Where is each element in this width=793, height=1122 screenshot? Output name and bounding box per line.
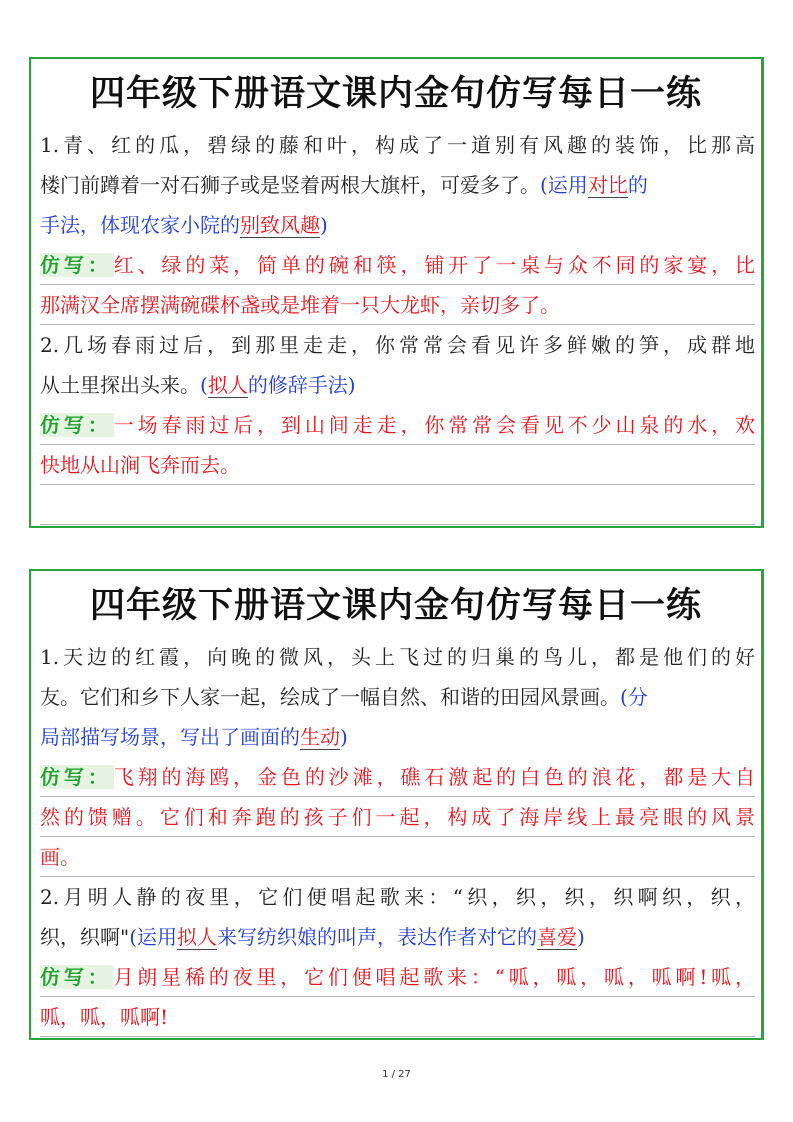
technique-note: ) <box>320 213 328 237</box>
technique-note: (运用 <box>540 173 588 197</box>
card-body <box>31 637 761 1037</box>
sentence-line <box>40 637 755 677</box>
imitation-text: 红、绿的菜，简单的碗和筷，铺开了一桌与众不同的家宴，比 <box>113 253 755 277</box>
model-sentence: 青、红的瓜，碧绿的藤和叶，构成了一道别有风趣的装饰，比那高 <box>59 133 755 157</box>
model-sentence: 几场春雨过后，到那里走走，你常常会看见许多鲜嫩的笋，成群地 <box>59 333 755 357</box>
model-sentence: 从土里探出头来。 <box>40 373 200 397</box>
card-title: 四年级下册语文课内金句仿写每日一练 <box>89 586 702 626</box>
imitation-text: 月朗星稀的夜里，它们便唱起歌来：“呱，呱，呱，呱啊!呱， <box>113 965 755 989</box>
imitation-text: 快地从山涧飞奔而去。 <box>40 453 240 477</box>
model-sentence: 织，织啊" <box>40 925 130 949</box>
imitation-text: 呱，呱，呱啊! <box>40 1005 169 1029</box>
imitation-text: 飞翔的海鸥，金色的沙滩，礁石激起的白色的浪花，都是大自 <box>113 765 755 789</box>
imitation-tag: 仿写： <box>40 253 112 277</box>
imitation-line <box>40 757 755 797</box>
blank-writing-line <box>40 485 755 525</box>
imitation-line <box>40 445 755 485</box>
technique-note: 手法，体现农家小院的 <box>40 213 240 237</box>
exercise-card-1 <box>29 57 764 528</box>
imitation-tag: 仿写： <box>40 965 112 989</box>
item-number: 1. <box>40 133 60 157</box>
imitation-line <box>40 797 755 837</box>
imitation-line <box>40 837 755 877</box>
technique-keyword: 拟人 <box>207 373 248 397</box>
sentence-line <box>40 717 755 757</box>
model-sentence: 月明人静的夜里，它们便唱起歌来：“织，织，织，织啊织，织， <box>59 885 755 909</box>
card-body <box>31 125 761 525</box>
imitation-line <box>40 285 755 325</box>
technique-note: ) <box>577 925 585 949</box>
imitation-text: 那满汉全席摆满碗碟杯盏或是堆着一只大龙虾，亲切多了。 <box>40 293 560 317</box>
imitation-tag: 仿写： <box>40 765 112 789</box>
sentence-line <box>40 877 755 917</box>
sentence-line <box>40 677 755 717</box>
technique-note: 局部描写场景，写出了画面的 <box>40 725 300 749</box>
imitation-line <box>40 957 755 997</box>
imitation-line <box>40 405 755 445</box>
technique-keyword: 对比 <box>587 173 628 197</box>
technique-keyword: 生动 <box>300 725 340 749</box>
imitation-text: 画。 <box>40 845 80 869</box>
page-number: 1 / 27 <box>382 1069 411 1080</box>
technique-note: (运用 <box>129 925 178 949</box>
model-sentence: 友。它们和乡下人家一起，绘成了一幅自然、和谐的田园风景画。 <box>40 685 620 709</box>
exercise-card-2 <box>29 569 764 1040</box>
technique-note: ( <box>200 373 208 397</box>
technique-note: 的 <box>627 173 648 197</box>
sentence-line <box>40 917 755 957</box>
technique-keyword: 喜爱 <box>537 925 578 949</box>
item-number: 1. <box>40 645 60 669</box>
item-number: 2. <box>40 333 60 357</box>
sentence-line <box>40 125 755 165</box>
technique-note: ) <box>340 725 348 749</box>
item-number: 2. <box>40 885 60 909</box>
imitation-tag: 仿写： <box>40 413 112 437</box>
technique-keyword: 拟人 <box>177 925 218 949</box>
technique-note: (分 <box>620 685 648 709</box>
technique-note: 的修辞手法) <box>247 373 356 397</box>
sentence-line <box>40 165 755 205</box>
imitation-line <box>40 997 755 1037</box>
technique-note: 来写纺织娘的叫声，表达作者对它的 <box>217 925 538 949</box>
card-title: 四年级下册语文课内金句仿写每日一练 <box>89 74 702 114</box>
imitation-line <box>40 245 755 285</box>
sentence-line <box>40 205 755 245</box>
sentence-line <box>40 325 755 365</box>
imitation-text: 一场春雨过后，到山间走走，你常常会看见不少山泉的水，欢 <box>113 413 755 437</box>
sentence-line <box>40 365 755 405</box>
imitation-text: 然的馈赠。它们和奔跑的孩子们一起，构成了海岸线上最亮眼的风景 <box>40 805 755 829</box>
model-sentence: 楼门前蹲着一对石狮子或是竖着两根大旗杆，可爱多了。 <box>40 173 540 197</box>
technique-keyword: 别致风趣 <box>240 213 320 237</box>
model-sentence: 天边的红霞，向晚的微风，头上飞过的归巢的鸟儿，都是他们的好 <box>59 645 755 669</box>
